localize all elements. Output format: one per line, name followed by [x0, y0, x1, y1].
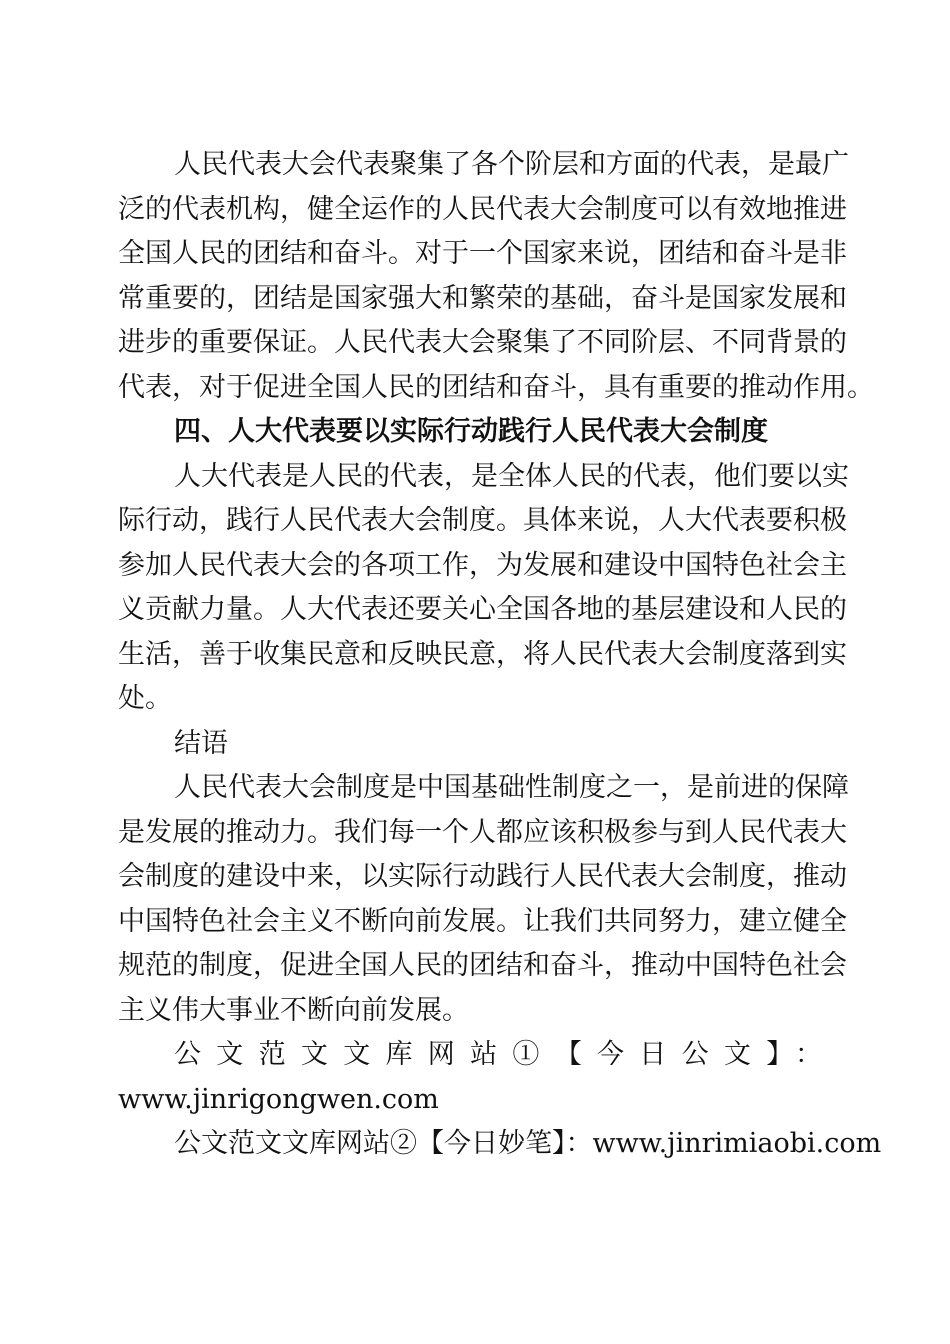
text-line: 公文范文文库网站①【今日公文】： — [174, 1039, 822, 1070]
paragraph — [118, 143, 874, 410]
text-line: 结语 — [174, 727, 228, 759]
text-line: 会制度的建设中来，以实际行动践行人民代表大会制度，推动 — [118, 861, 847, 892]
text-line: 人大代表是人民的代表，是全体人民的代表，他们要以实 — [174, 460, 849, 492]
text-line: 代表，对于促进全国人民的团结和奋斗，具有重要的推动作用。 — [118, 371, 874, 403]
text-line: 义贡献力量。人大代表还要关心全国各地的基层建设和人民的 — [118, 594, 847, 625]
paragraph — [118, 1033, 822, 1122]
paragraph — [118, 455, 849, 722]
section-heading — [118, 410, 822, 455]
text-line: 生活，善于收集民意和反映民意，将人民代表大会制度落到实 — [118, 638, 847, 670]
text-line: 四、人大代表要以实际行动践行人民代表大会制度 — [174, 416, 768, 447]
text-line: 人民代表大会制度是中国基础性制度之一，是前进的保障 — [174, 772, 849, 803]
text-line: 公文范文文库网站②【今日妙笔】：www.jinrimiaobi.com — [174, 1128, 882, 1159]
text-line: 主义伟大事业不断向前发展。 — [118, 994, 469, 1026]
paragraph — [118, 766, 849, 1033]
text-line: www.jinrigongwen.com — [118, 1083, 439, 1115]
document-body — [118, 143, 882, 1167]
text-line: 处。 — [118, 683, 172, 714]
text-line: 是发展的推动力。我们每一个人都应该积极参与到人民代表大 — [118, 816, 847, 848]
text-line: 中国特色社会主义不断向前发展。让我们共同努力，建立健全 — [118, 905, 847, 937]
text-line: 泛的代表机构，健全运作的人民代表大会制度可以有效地推进 — [118, 193, 847, 225]
text-line: 参加人民代表大会的各项工作，为发展和建设中国特色社会主 — [118, 549, 847, 581]
text-line: 人民代表大会代表聚集了各个阶层和方面的代表，是最广 — [174, 149, 849, 180]
text-line: 进步的重要保证。人民代表大会聚集了不同阶层、不同背景的 — [118, 327, 847, 358]
text-line: 际行动，践行人民代表大会制度。具体来说，人大代表要积极 — [118, 505, 847, 536]
text-line: 规范的制度，促进全国人民的团结和奋斗，推动中国特色社会 — [118, 950, 847, 981]
text-line: 全国人民的团结和奋斗。对于一个国家来说，团结和奋斗是非 — [118, 238, 847, 269]
text-line: 常重要的，团结是国家强大和繁荣的基础，奋斗是国家发展和 — [118, 282, 847, 314]
paragraph — [118, 1122, 882, 1167]
paragraph — [118, 722, 822, 767]
